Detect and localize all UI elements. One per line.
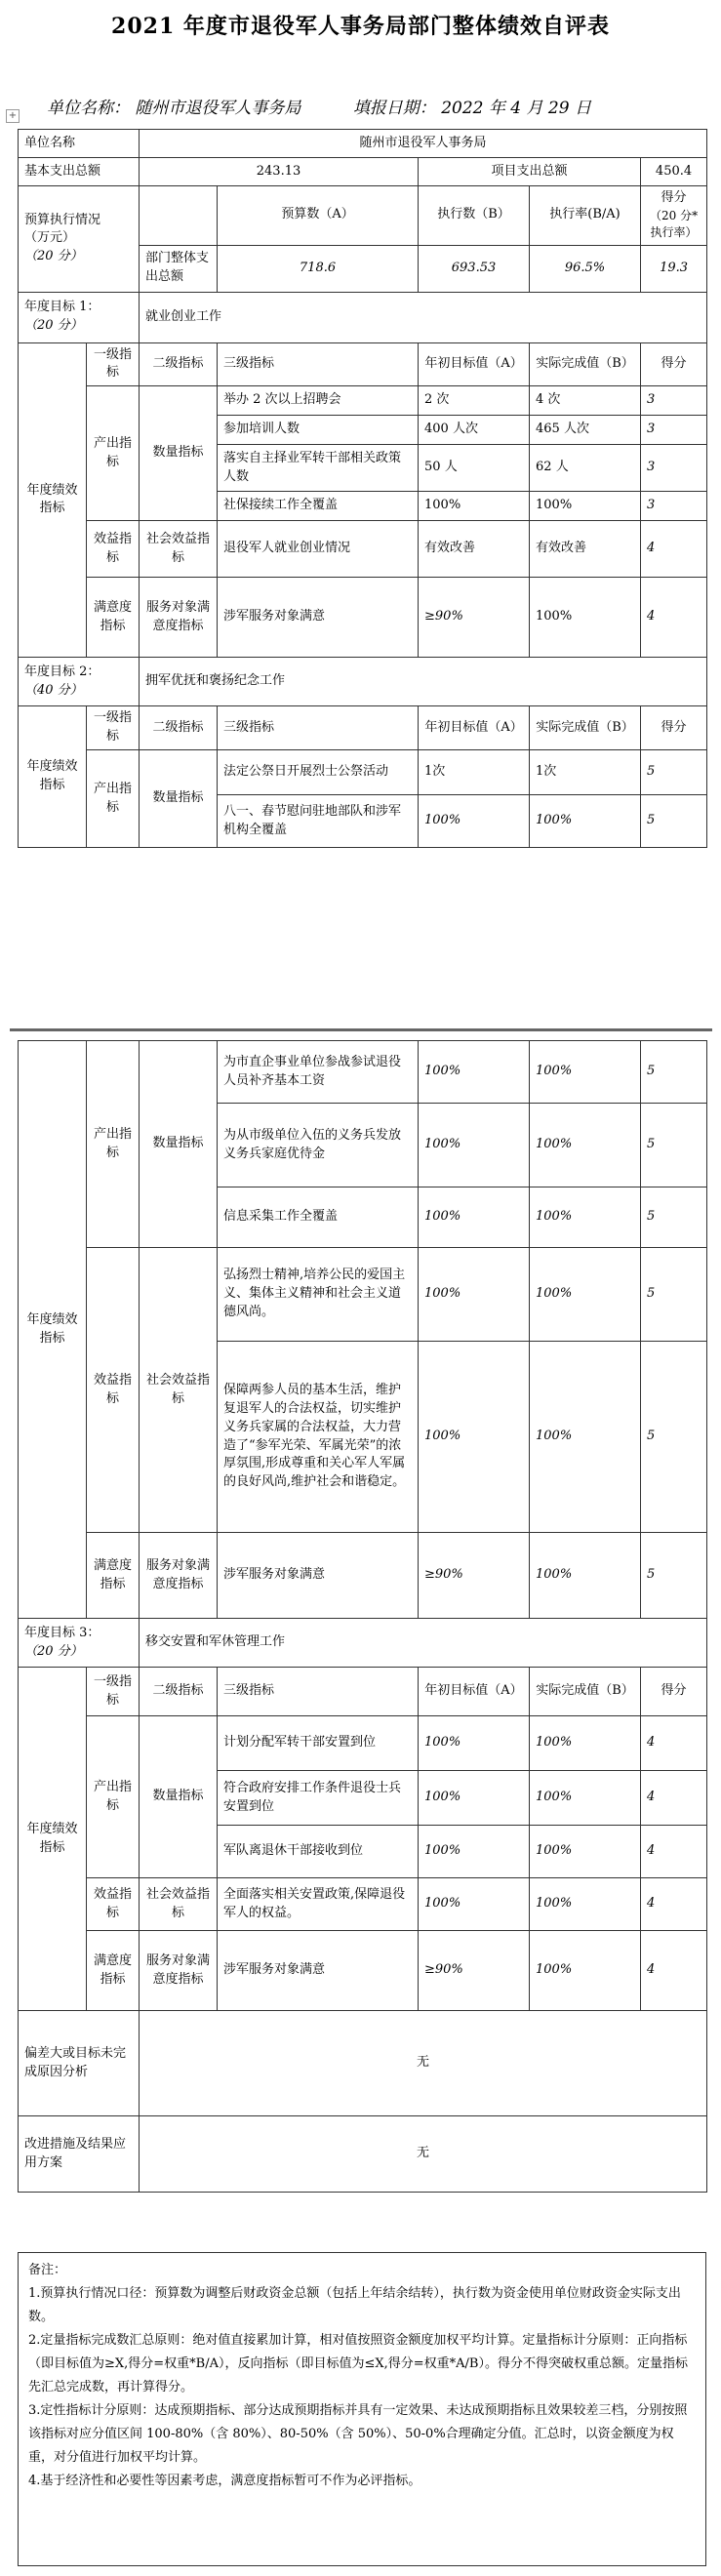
cell-target: 100% xyxy=(419,1187,530,1248)
goal2-output-cont: 产出指标 xyxy=(87,1041,140,1248)
table-row: 八一、春节慰问驻地部队和涉军机构全覆盖 xyxy=(218,795,419,848)
page-title: 2021 年度市退役军人事务局部门整体绩效自评表 xyxy=(111,14,610,39)
cell-actual: 100% xyxy=(530,1342,641,1533)
col-target: 年初目标值（A） xyxy=(419,706,530,750)
cell-actual: 100% xyxy=(530,1187,641,1248)
table-row: 符合政府安排工作条件退役士兵安置到位 xyxy=(218,1771,419,1826)
cell-score: 5 xyxy=(641,1104,707,1187)
cell-actual: 100% xyxy=(530,1104,641,1187)
col-level3: 三级指标 xyxy=(218,1668,419,1716)
goal3-satisfaction: 满意度指标 xyxy=(87,1931,140,2011)
cell-target: 400 人次 xyxy=(419,416,530,445)
col-level3: 三级指标 xyxy=(218,342,419,386)
goal2-benefit: 效益指标 xyxy=(87,1248,140,1533)
cell-actual: 100% xyxy=(530,578,641,658)
goal2-label: 年度目标 2： （40 分） xyxy=(19,658,140,706)
cell-score: 4 xyxy=(641,578,707,658)
basic-expense-value: 243.13 xyxy=(140,158,419,186)
goal1-label: 年度目标 1： （20 分） xyxy=(19,292,140,342)
goal1-benefit: 效益指标 xyxy=(87,521,140,578)
col-level3: 三级指标 xyxy=(218,706,419,750)
move-anchor-icon[interactable]: + xyxy=(6,109,20,123)
table-row: 涉军服务对象满意 xyxy=(218,1931,419,2011)
col-actual: 实际完成值（B） xyxy=(530,342,641,386)
cell-score: 5 xyxy=(641,1187,707,1248)
goal3-service: 服务对象满意度指标 xyxy=(140,1931,218,2011)
goal1-output: 产出指标 xyxy=(87,386,140,521)
cell-actual: 100% xyxy=(530,1878,641,1931)
goal3-social: 社会效益指标 xyxy=(140,1878,218,1931)
cell-target: 100% xyxy=(419,1342,530,1533)
cell-score: 4 xyxy=(641,1716,707,1771)
cell-score: 3 xyxy=(641,492,707,521)
table-row: 参加培训人数 xyxy=(218,416,419,445)
goal3-benefit: 效益指标 xyxy=(87,1878,140,1931)
col-score: 得分 xyxy=(641,706,707,750)
col-score: 得分 xyxy=(641,1668,707,1716)
goal2-text: 拥军优抚和褒扬纪念工作 xyxy=(140,658,707,706)
goal2-social: 社会效益指标 xyxy=(140,1248,218,1533)
cell-actual: 100% xyxy=(530,1041,641,1104)
cell-score: 3 xyxy=(641,386,707,416)
table-row: 退役军人就业创业情况 xyxy=(218,521,419,578)
table-row: 保障两参人员的基本生活，维护复退军人的合法权益，切实维护义务兵家属的合法权益，大力营造了“参军光荣、军属光荣”的浓厚氛围,形成尊重和关心军人军属的良好风尚,维护社会和谐稳定。 xyxy=(218,1342,419,1533)
goal2-satisfaction: 满意度指标 xyxy=(87,1533,140,1619)
cell-score: 5 xyxy=(641,1041,707,1104)
cell-target: 100% xyxy=(419,1771,530,1826)
notes-section xyxy=(18,2252,706,2566)
table-row: 为市直企事业单位参战参试退役人员补齐基本工资 xyxy=(218,1041,419,1104)
table-row: 弘扬烈士精神,培养公民的爱国主义、集体主义精神和社会主义道德风尚。 xyxy=(218,1248,419,1342)
goal3-output: 产出指标 xyxy=(87,1716,140,1878)
goal1-text: 就业创业工作 xyxy=(140,292,707,342)
cell-score: 4 xyxy=(641,1931,707,2011)
unit-value: 随州市退役军人事务局 xyxy=(135,99,301,118)
improve-value: 无 xyxy=(140,2116,707,2193)
budget-row-label: 部门整体支出总额 xyxy=(140,245,218,292)
goal2-service: 服务对象满意度指标 xyxy=(140,1533,218,1619)
date-label: 填报日期： xyxy=(352,99,436,118)
cell-target: ≥90% xyxy=(419,1533,530,1619)
basic-expense-label: 基本支出总额 xyxy=(19,158,140,186)
unit-name-value: 随州市退役军人事务局 xyxy=(140,130,707,158)
col-level1: 一级指标 xyxy=(87,342,140,386)
budget-exec-label: 预算执行情况 （万元） （20 分） xyxy=(19,186,140,293)
cell-target: 100% xyxy=(419,1826,530,1878)
note-2: 2.定量指标完成数汇总原则：绝对值直接累加计算，相对值按照资金额度加权平均计算。定量指标计分原则：正向指标（即目标值为≥X,得分=权重*B/A），反向指标（即目标值为≤X,得分=权重*A/B）。得分不得突破权重总额。定量指标先汇总完成数，再计算得分。 xyxy=(28,2333,688,2395)
table-row: 全面落实相关安置政策,保障退役军人的权益。 xyxy=(218,1878,419,1931)
page-break-divider xyxy=(10,1028,712,1031)
cell-actual: 100% xyxy=(530,492,641,521)
goal2-side-label: 年度绩效指标 xyxy=(19,706,87,848)
cell-target: 100% xyxy=(419,795,530,848)
cell-actual: 100% xyxy=(530,1248,641,1342)
budget-row-budget: 718.6 xyxy=(218,245,419,292)
col-level1: 一级指标 xyxy=(87,706,140,750)
table-row: 信息采集工作全覆盖 xyxy=(218,1187,419,1248)
table-row: 法定公祭日开展烈士公祭活动 xyxy=(218,750,419,795)
budget-row-exec: 693.53 xyxy=(419,245,530,292)
col-level2: 二级指标 xyxy=(140,706,218,750)
goal1-quantity: 数量指标 xyxy=(140,386,218,521)
goal1-side-label: 年度绩效指标 xyxy=(19,342,87,658)
budget-row-score: 19.3 xyxy=(641,245,707,292)
cell-target: 有效改善 xyxy=(419,521,530,578)
note-3: 3.定性指标计分原则：达成预期指标、部分达成预期指标并具有一定效果、未达成预期指标且效果较差三档，分别按照该指标对应分值区间 100-80%（含 80%）、80-50%（含 50%）、50-0%合理确定分值。汇总时，以资金额度为权重，对分值进行加权平均计算。 xyxy=(28,2403,688,2466)
cell-score: 5 xyxy=(641,1248,707,1342)
table-row: 落实自主择业军转干部相关政策人数 xyxy=(218,445,419,492)
cell-actual: 1次 xyxy=(530,750,641,795)
budget-col-budget: 预算数（A） xyxy=(218,186,419,246)
cell-score: 4 xyxy=(641,521,707,578)
cell-score: 5 xyxy=(641,1342,707,1533)
goal3-quantity: 数量指标 xyxy=(140,1716,218,1878)
cell-actual: 100% xyxy=(530,795,641,848)
table-row: 计划分配军转干部安置到位 xyxy=(218,1716,419,1771)
col-score: 得分 xyxy=(641,342,707,386)
cell-target: 100% xyxy=(419,492,530,521)
cell-target: 100% xyxy=(419,1248,530,1342)
cell-score: 5 xyxy=(641,750,707,795)
cell-target: 100% xyxy=(419,1104,530,1187)
goal2-side-label-cont: 年度绩效指标 xyxy=(19,1041,87,1619)
cell-target: 50 人 xyxy=(419,445,530,492)
unit-line xyxy=(47,94,591,118)
budget-col-exec: 执行数（B） xyxy=(419,186,530,246)
cell-actual: 100% xyxy=(530,1931,641,2011)
cell-target: ≥90% xyxy=(419,578,530,658)
cell-actual: 100% xyxy=(530,1771,641,1826)
cell-score: 5 xyxy=(641,1533,707,1619)
deviation-value: 无 xyxy=(140,2011,707,2116)
cell-target: 2 次 xyxy=(419,386,530,416)
project-expense-label: 项目支出总额 xyxy=(419,158,641,186)
goal1-social: 社会效益指标 xyxy=(140,521,218,578)
self-evaluation-table-page2 xyxy=(18,1040,707,2193)
cell-target: 100% xyxy=(419,1041,530,1104)
cell-target: 100% xyxy=(419,1878,530,1931)
col-level1: 一级指标 xyxy=(87,1668,140,1716)
unit-label: 单位名称： xyxy=(47,99,130,118)
date-value: 2022 年 4 月 29 日 xyxy=(441,99,591,118)
col-actual: 实际完成值（B） xyxy=(530,1668,641,1716)
deviation-label: 偏差大或目标未完成原因分析 xyxy=(19,2011,140,2116)
unit-name-label: 单位名称 xyxy=(19,130,140,158)
goal2-output: 产出指标 xyxy=(87,750,140,848)
col-target: 年初目标值（A） xyxy=(419,1668,530,1716)
cell-actual: 100% xyxy=(530,1826,641,1878)
cell-actual: 62 人 xyxy=(530,445,641,492)
cell-actual: 100% xyxy=(530,1533,641,1619)
goal3-text: 移交安置和军休管理工作 xyxy=(140,1619,707,1668)
note-1: 1.预算执行情况口径：预算数为调整后财政资金总额（包括上年结余结转），执行数为资金使用单位财政资金实际支出数。 xyxy=(28,2286,681,2325)
cell-score: 4 xyxy=(641,1771,707,1826)
goal3-side-label: 年度绩效指标 xyxy=(19,1668,87,2011)
cell-actual: 4 次 xyxy=(530,386,641,416)
self-evaluation-table-page1 xyxy=(18,129,707,848)
goal2-quantity: 数量指标 xyxy=(140,750,218,848)
cell-target: 1次 xyxy=(419,750,530,795)
cell-score: 5 xyxy=(641,795,707,848)
col-actual: 实际完成值（B） xyxy=(530,706,641,750)
table-row: 举办 2 次以上招聘会 xyxy=(218,386,419,416)
improve-label: 改进措施及结果应用方案 xyxy=(19,2116,140,2193)
cell-actual: 有效改善 xyxy=(530,521,641,578)
cell-target: ≥90% xyxy=(419,1931,530,2011)
col-level2: 二级指标 xyxy=(140,1668,218,1716)
cell-score: 4 xyxy=(641,1826,707,1878)
cell-target: 100% xyxy=(419,1716,530,1771)
budget-blank xyxy=(140,186,218,246)
budget-col-rate: 执行率(B/A) xyxy=(530,186,641,246)
goal1-satisfaction: 满意度指标 xyxy=(87,578,140,658)
table-row: 为从市级单位入伍的义务兵发放义务兵家庭优待金 xyxy=(218,1104,419,1187)
col-target: 年初目标值（A） xyxy=(419,342,530,386)
cell-score: 3 xyxy=(641,445,707,492)
note-4: 4.基于经济性和必要性等因素考虑，满意度指标暂可不作为必评指标。 xyxy=(28,2474,421,2489)
table-row: 涉军服务对象满意 xyxy=(218,578,419,658)
cell-actual: 465 人次 xyxy=(530,416,641,445)
goal2-quantity-cont: 数量指标 xyxy=(140,1041,218,1248)
cell-actual: 100% xyxy=(530,1716,641,1771)
table-row: 涉军服务对象满意 xyxy=(218,1533,419,1619)
budget-col-score: 得分 （20 分*执行率） xyxy=(641,186,707,246)
goal1-service: 服务对象满意度指标 xyxy=(140,578,218,658)
table-row: 军队离退休干部接收到位 xyxy=(218,1826,419,1878)
col-level2: 二级指标 xyxy=(140,342,218,386)
cell-score: 3 xyxy=(641,416,707,445)
table-row: 社保接续工作全覆盖 xyxy=(218,492,419,521)
goal3-label: 年度目标 3： （20 分） xyxy=(19,1619,140,1668)
project-expense-value: 450.4 xyxy=(641,158,707,186)
notes-title: 备注： xyxy=(28,2263,67,2277)
cell-score: 4 xyxy=(641,1878,707,1931)
budget-row-rate: 96.5% xyxy=(530,245,641,292)
